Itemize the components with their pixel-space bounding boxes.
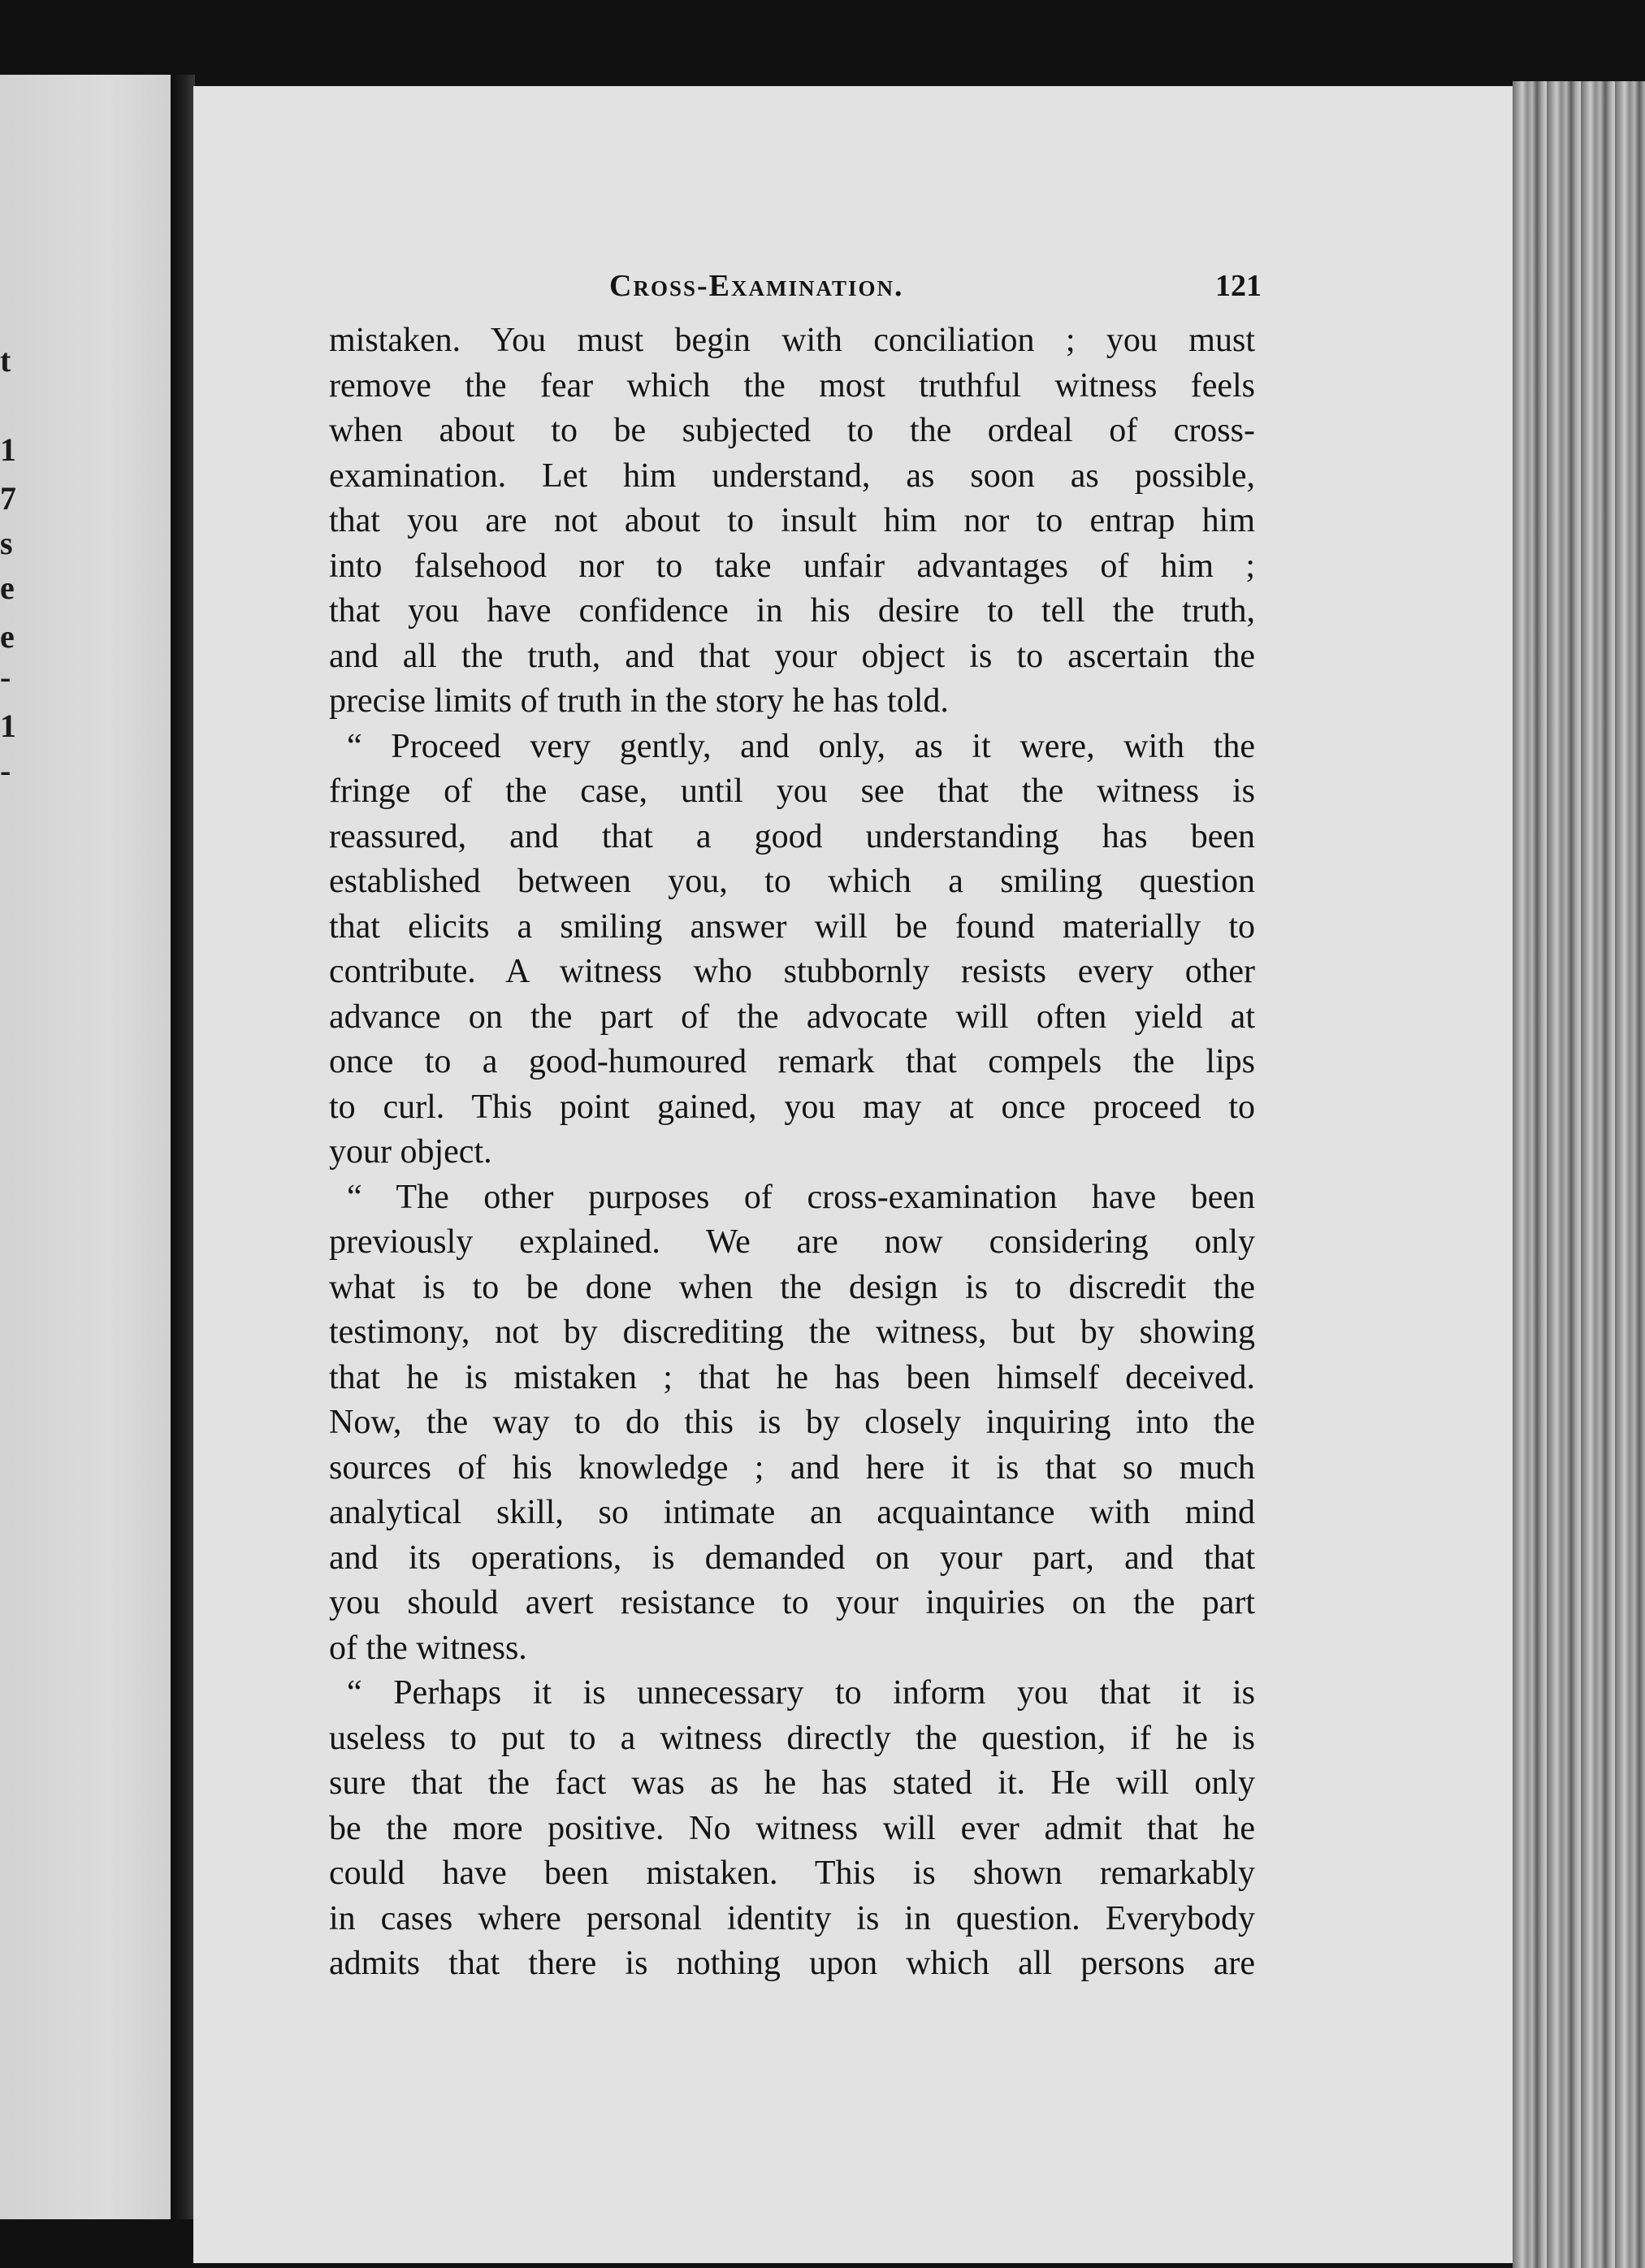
- text-line: contribute. A witness who stubbornly resists every other: [329, 953, 1255, 990]
- left-page-fragment: e: [0, 569, 15, 606]
- text-line: useless to put to a witness directly the question, if he is: [329, 1719, 1255, 1757]
- text-line: remove the fear which the most truthful witness feels: [329, 366, 1255, 405]
- text-line: be the more positive. No witness will ever admit that he: [329, 1809, 1255, 1847]
- text-line: sure that the fact was as he has stated it. He will only: [329, 1764, 1255, 1802]
- text-line: could have been mistaken. This is shown remarkably: [329, 1855, 1255, 1892]
- text-line: “ Perhaps it is unnecessary to inform you that it is: [347, 1674, 1255, 1712]
- text-line: examination. Let him understand, as soon as possible,: [329, 457, 1255, 495]
- left-page-fragment: t: [0, 342, 11, 379]
- text-line: when about to be subjected to the ordeal of cross-: [329, 412, 1255, 449]
- text-line: “ Proceed very gently, and only, as it were, with the: [347, 727, 1255, 765]
- text-line: in cases where personal identity is in question. Everybody: [329, 1899, 1255, 1937]
- text-line: of the witness.: [329, 1629, 527, 1667]
- left-page-fragment: -: [0, 659, 11, 695]
- text-line: analytical skill, so intimate an acquaintance with mind: [329, 1494, 1255, 1531]
- text-line: and its operations, is demanded on your part, and that: [329, 1539, 1255, 1577]
- running-head-title: Cross-Examination.: [609, 269, 904, 303]
- left-page-fragment: e: [0, 618, 15, 655]
- text-line: to curl. This point gained, you may at once proceed to: [329, 1088, 1255, 1126]
- text-line: that he is mistaken ; that he has been himself deceived.: [329, 1358, 1255, 1396]
- text-line: established between you, to which a smiling question: [329, 863, 1255, 900]
- text-line: and all the truth, and that your object is to ascertain the: [329, 637, 1255, 675]
- text-line: mistaken. You must begin with conciliation ; you must: [329, 322, 1255, 359]
- left-page-fragment: s: [0, 525, 13, 561]
- text-line: testimony, not by discrediting the witness, but by showing: [329, 1314, 1255, 1351]
- page-edges: [1513, 81, 1645, 2268]
- text-line: previously explained. We are now considering only: [329, 1223, 1255, 1261]
- text-line: your object.: [329, 1133, 492, 1171]
- text-line: admits that there is nothing upon which all persons are: [329, 1945, 1255, 1982]
- text-line: that elicits a smiling answer will be found materially to: [329, 907, 1255, 946]
- page-text: [329, 268, 1262, 1987]
- text-line: sources of his knowledge ; and here it is that so much: [329, 1448, 1255, 1487]
- text-line: reassured, and that a good understanding has been: [329, 817, 1255, 855]
- left-page: [0, 75, 177, 2219]
- text-line: advance on the part of the advocate will often yield at: [329, 998, 1255, 1036]
- running-head: [329, 268, 1262, 314]
- left-page-fragments: [0, 75, 24, 968]
- book-gutter: [171, 75, 195, 2219]
- text-line: precise limits of truth in the story he has told.: [329, 682, 949, 720]
- left-page-fragment: 1: [0, 708, 16, 744]
- left-page-fragment: 7: [0, 480, 16, 517]
- text-line: that you have confidence in his desire to tell the truth,: [329, 592, 1255, 630]
- text-line: you should avert resistance to your inquiries on the part: [329, 1584, 1255, 1621]
- text-line: into falsehood nor to take unfair advantages of him ;: [329, 547, 1255, 585]
- text-line: once to a good-humoured remark that compels the lips: [329, 1043, 1255, 1080]
- left-page-fragment: 1: [0, 431, 16, 468]
- text-line: fringe of the case, until you see that the witness is: [329, 773, 1255, 810]
- body-text: [329, 318, 1255, 1987]
- text-line: that you are not about to insult him nor to entrap him: [329, 502, 1255, 539]
- text-line: “ The other purposes of cross-examination have been: [347, 1178, 1255, 1216]
- left-page-fragment: -: [0, 752, 11, 789]
- text-line: Now, the way to do this is by closely inquiring into the: [329, 1404, 1255, 1441]
- page-number: 121: [1215, 269, 1262, 303]
- text-line: what is to be done when the design is to discredit the: [329, 1268, 1255, 1306]
